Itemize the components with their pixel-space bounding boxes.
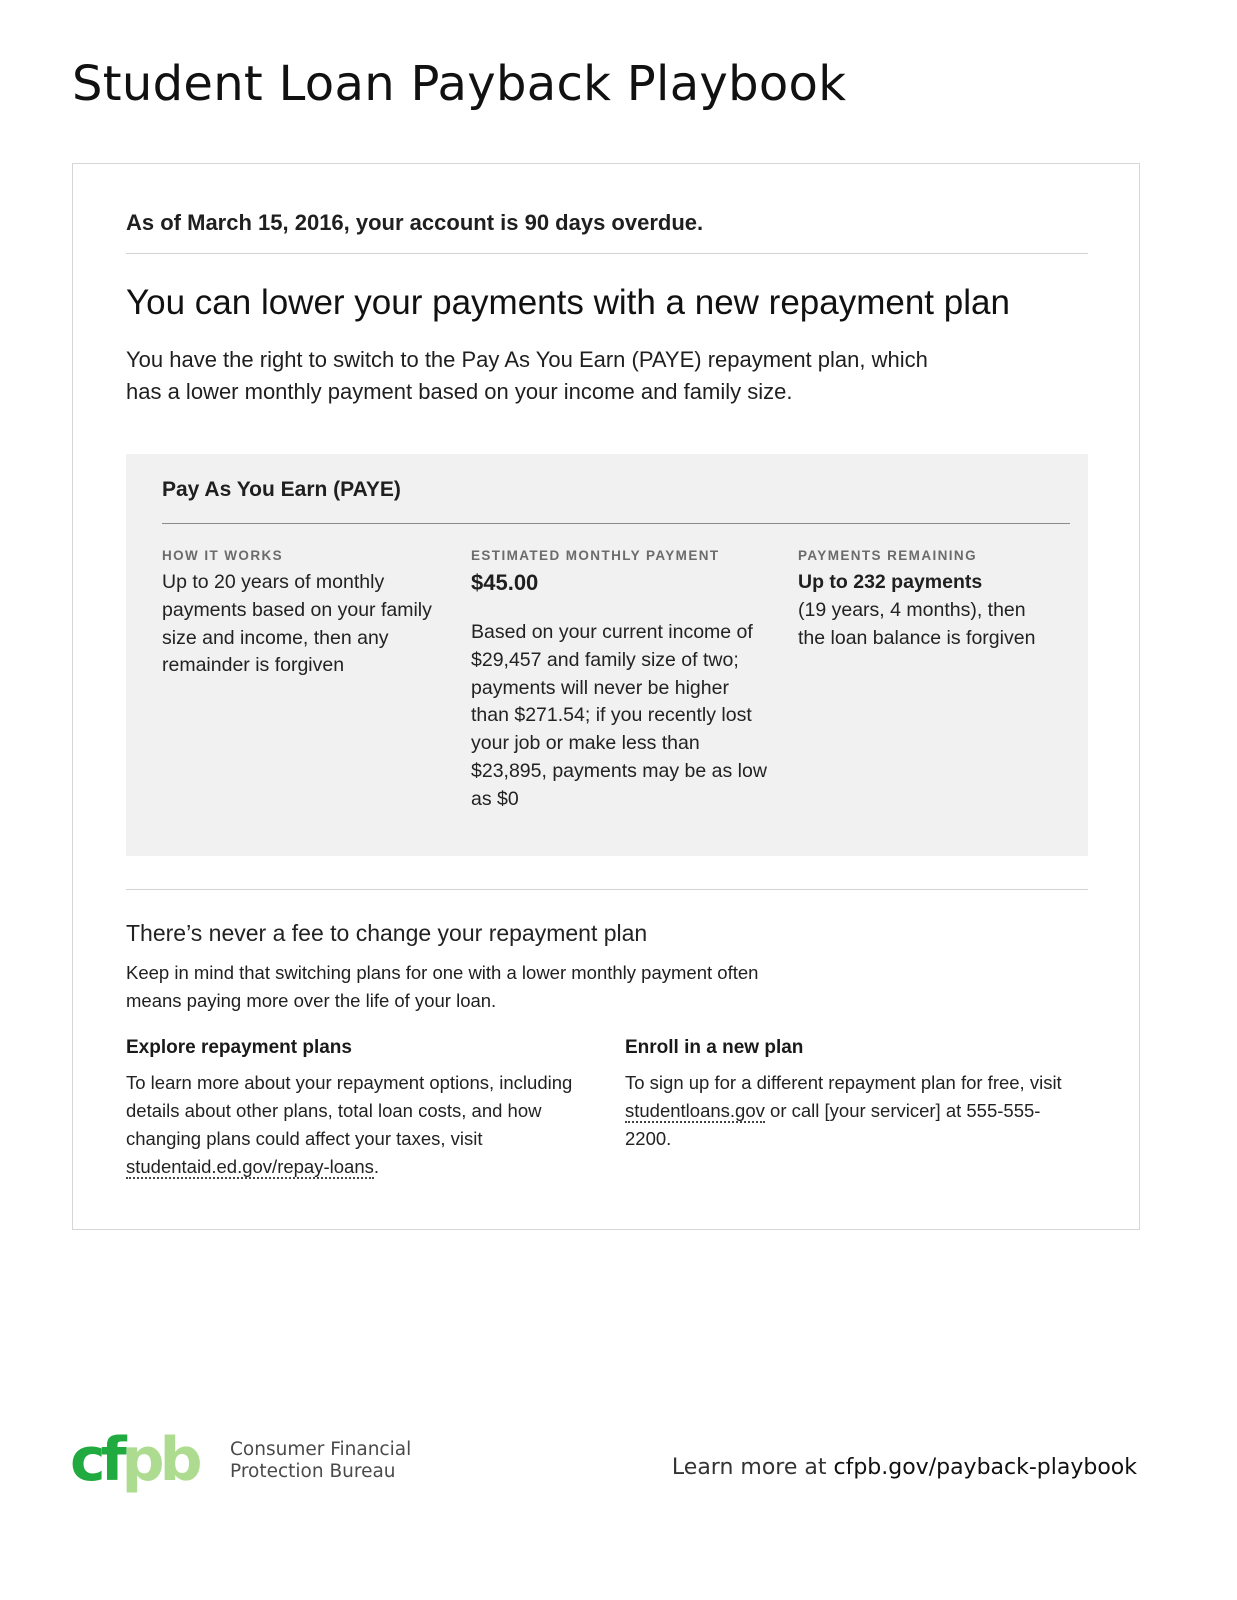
org-name-line2: Protection Bureau xyxy=(230,1461,396,1482)
enroll-section xyxy=(625,1037,1075,1153)
enroll-text-before: To sign up for a different repayment plan for free, visit xyxy=(625,1072,1062,1093)
plan-divider xyxy=(162,523,1070,524)
cfpb-logo-cf: cf xyxy=(70,1430,122,1495)
payments-remaining-column xyxy=(798,548,1058,652)
enroll-text xyxy=(625,1069,1075,1153)
fee-title: There’s never a fee to change your repayment plan xyxy=(126,920,648,946)
payments-remaining-text: (19 years, 4 months), then the loan balance is forgiven xyxy=(798,598,1036,649)
intro-text: You have the right to switch to the Pay As You Earn (PAYE) repayment plan, which has a lower monthly payment based on your income and family size. xyxy=(126,347,928,404)
fee-text: Keep in mind that switching plans for one with a lower monthly payment often means paying more over the life of your loan. xyxy=(126,962,759,1011)
headline: You can lower your payments with a new repayment plan xyxy=(126,283,1010,322)
payments-remaining-count: Up to 232 payments xyxy=(798,571,983,593)
document-title: Student Loan Payback Playbook xyxy=(72,56,847,112)
studentaid-link[interactable]: studentaid.ed.gov/repay-loans xyxy=(126,1156,374,1177)
overdue-notice: As of March 15, 2016, your account is 90 days overdue. xyxy=(126,210,704,235)
divider xyxy=(126,889,1088,890)
estimated-payment-amount: $45.00 xyxy=(471,570,539,595)
cfpb-playbook-link[interactable]: cfpb.gov/payback-playbook xyxy=(833,1455,1137,1480)
how-it-works-column xyxy=(162,548,432,680)
cfpb-logo xyxy=(70,1430,220,1500)
org-name-line1: Consumer Financial xyxy=(230,1439,412,1460)
enroll-text-after: or call [your servicer] at 555-555-2200. xyxy=(625,1100,1041,1149)
explore-section xyxy=(126,1037,586,1181)
payments-remaining-label: PAYMENTS REMAINING xyxy=(798,548,977,563)
divider xyxy=(126,253,1088,254)
explore-text-before: To learn more about your repayment options, including details about other plans, total loan costs, and how changing plans could affect your taxes, visit xyxy=(126,1072,573,1149)
estimated-payment-label: ESTIMATED MONTHLY PAYMENT xyxy=(471,548,720,563)
notice-card xyxy=(72,163,1140,1230)
how-it-works-text: Up to 20 years of monthly payments based on your family size and income, then any remainder is forgiven xyxy=(162,571,432,677)
plan-summary-box xyxy=(126,454,1088,856)
plan-name: Pay As You Earn (PAYE) xyxy=(162,478,401,501)
explore-text-after: . xyxy=(373,1156,380,1177)
org-name xyxy=(230,1439,411,1483)
explore-text xyxy=(126,1069,586,1181)
learn-more xyxy=(672,1455,1137,1480)
estimated-payment-text: Based on your current income of $29,457 and family size of two; payments will never be higher than $271.54; if you recently lost your job or make less than $23,895, payments may be as low as $0 xyxy=(471,621,767,810)
cfpb-logo-pb: pb xyxy=(121,1430,198,1495)
enroll-title: Enroll in a new plan xyxy=(625,1037,804,1058)
studentloans-link[interactable]: studentloans.gov xyxy=(625,1100,765,1121)
learn-more-prefix: Learn more at xyxy=(671,1455,834,1480)
explore-title: Explore repayment plans xyxy=(126,1037,352,1058)
cfpb-logo-text xyxy=(70,1430,201,1495)
how-it-works-label: HOW IT WORKS xyxy=(162,548,284,563)
estimated-payment-column xyxy=(471,548,771,814)
